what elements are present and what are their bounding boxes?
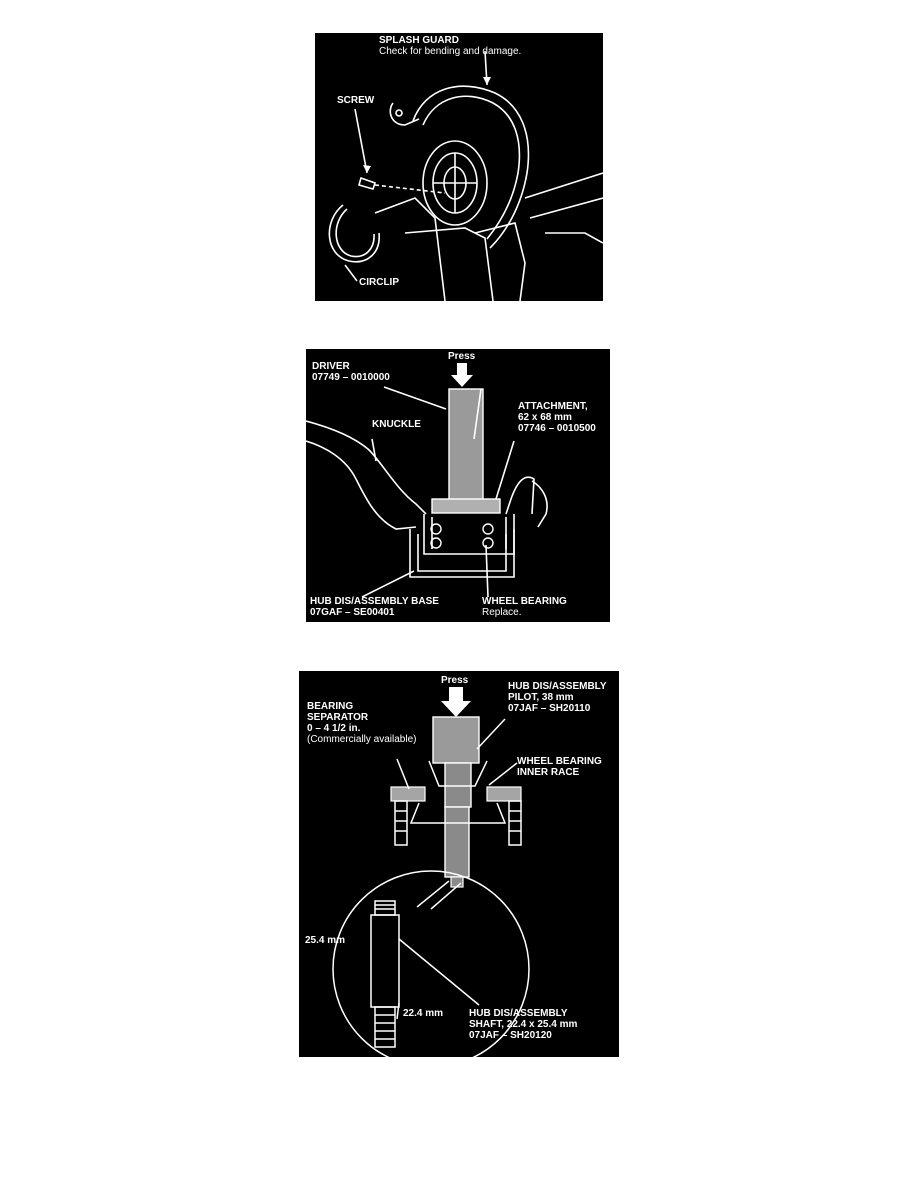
pilot-part-number: 07JAF – SH20110 <box>508 703 591 714</box>
press-label: Press <box>441 675 469 686</box>
shaft-label-line2: SHAFT, 22.4 x 25.4 mm <box>469 1019 578 1030</box>
pilot-label-line2: PILOT, 38 mm <box>508 692 574 703</box>
press-label: Press <box>448 351 476 362</box>
pilot-label-line1: HUB DIS/ASSEMBLY <box>508 681 607 692</box>
screw-label: SCREW <box>337 95 375 106</box>
attachment-size: 62 x 68 mm <box>518 412 572 423</box>
knuckle-label: KNUCKLE <box>372 419 421 430</box>
splash-guard-illustration <box>315 33 603 301</box>
circlip-label: CIRCLIP <box>359 277 399 288</box>
large-diameter-dimension: 25.4 mm <box>305 935 346 946</box>
shaft-part-number: 07JAF – SH20120 <box>469 1030 552 1041</box>
shaft-label-line1: HUB DIS/ASSEMBLY <box>469 1008 568 1019</box>
splash-guard-figure <box>315 33 603 301</box>
splash-guard-label: SPLASH GUARD <box>379 35 460 46</box>
wheel-bearing-note: Replace. <box>482 607 522 618</box>
separator-note: (Commercially available) <box>307 734 417 745</box>
attachment-part-number: 07746 – 0010500 <box>518 423 596 434</box>
base-part-number: 07GAF – SE00401 <box>310 607 395 618</box>
attachment-label: ATTACHMENT, <box>518 401 588 412</box>
inner-race-label-line1: WHEEL BEARING <box>517 756 602 767</box>
base-label: HUB DIS/ASSEMBLY BASE <box>310 596 439 607</box>
bearing-install-illustration <box>306 349 610 622</box>
driver-label: DRIVER <box>312 361 350 372</box>
inner-race-removal-figure <box>299 671 619 1057</box>
wheel-bearing-label: WHEEL BEARING <box>482 596 567 607</box>
driver-part-number: 07749 – 0010000 <box>312 372 390 383</box>
wheel-bearing-install-figure <box>306 349 610 622</box>
small-diameter-dimension: 22.4 mm <box>403 1008 444 1019</box>
separator-size: 0 – 4 1/2 in. <box>307 723 361 734</box>
separator-label-line1: BEARING <box>307 701 354 712</box>
separator-label-line2: SEPARATOR <box>307 712 369 723</box>
inner-race-label-line2: INNER RACE <box>517 767 580 778</box>
splash-guard-note: Check for bending and damage. <box>379 46 522 57</box>
